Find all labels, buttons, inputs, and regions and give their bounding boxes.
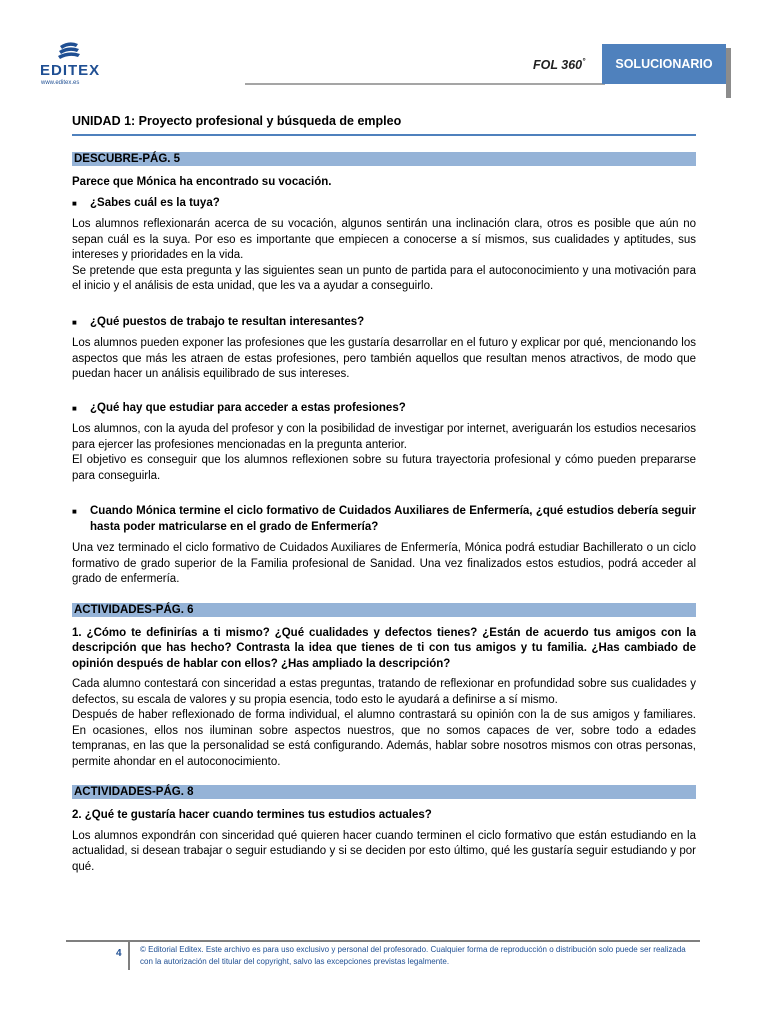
activity-answer-2: Los alumnos expondrán con sinceridad qué quieren hacer cuando terminen el ciclo formativo que están estudiando en la actualidad, si desean trabajar o seguir estudiando y si se deciden por esto último, qué les gustaría seguir estudiando y por qué.: [72, 829, 696, 873]
answer-3-paragraph: Los alumnos, con la ayuda del profesor y con la posibilidad de investigar por internet, averiguarán los estudios necesarios para ejercer las profesiones mencionadas en la pregunta anterior.: [72, 423, 696, 451]
bullet-icon: ■: [72, 317, 77, 327]
page-content: [72, 110, 696, 880]
activity-question-1: 1. ¿Cómo te definirías a ti mismo? ¿Qué cualidades y defectos tienes? ¿Están de acuerdo tus amigos con la descripción que has hecho? Contrasta la idea que tienes de ti con tus amigos y tu familia. ¿Has cambiado de opinión después de hablar con ellos? ¿Has ampliado la descripción?: [72, 626, 696, 670]
unit-title: UNIDAD 1: Proyecto profesional y búsqueda de empleo: [72, 110, 696, 136]
section-header-actividades-8: ACTIVIDADES-PÁG. 8: [72, 785, 696, 799]
question-2: ■ ¿Qué puestos de trabajo te resultan interesantes?: [72, 315, 696, 331]
page-header: [0, 0, 768, 105]
answer-3-paragraph: El objetivo es conseguir que los alumnos reflexionen sobre su futura trayectoria profesional y cómo pueden prepararse para conseguirla.: [72, 454, 696, 482]
page-footer: [66, 940, 700, 972]
question-4: ■ Cuando Mónica termine el ciclo formativo de Cuidados Auxiliares de Enfermería, ¿qué estudios debería seguir hasta poder matricularse en el grado de Enfermería?: [72, 504, 696, 535]
intro-text: Parece que Mónica ha encontrado su vocación.: [72, 176, 332, 188]
section-header-descubre: DESCUBRE-PÁG. 5: [72, 152, 696, 166]
bullet-icon: ■: [72, 198, 77, 208]
activity-answer-1-paragraph: Cada alumno contestará con sinceridad a estas preguntas, tratando de reflexionar en profundidad sobre sus cualidades y defectos, su escala de valores y su propia esencia, todo esto le ayudará a definirse a sí mismo.: [72, 678, 696, 706]
bullet-icon: ■: [72, 403, 77, 413]
page-number: 4: [116, 948, 122, 959]
answer-2: Los alumnos pueden exponer las profesiones que les gustaría desarrollar en el futuro y explicar por qué, mencionando los aspectos que más les atraen de estas profesiones, pero también aquellos que resultan menos atractivos, de modo que puedan hacer un análisis equilibrado de sus intereses.: [72, 337, 696, 380]
bullet-icon: ■: [72, 507, 77, 516]
header-rule: [245, 83, 605, 85]
answer-1-paragraph: Se pretende que esta pregunta y las siguientes sean un punto de partida para el autoconocimiento y una motivación para el inicio y el análisis de esta unidad, que les va a ayudar a conseguirlo.: [72, 264, 696, 292]
badge-shadow: [726, 48, 731, 98]
section-header-actividades-6: ACTIVIDADES-PÁG. 6: [72, 603, 696, 617]
answer-1-paragraph: Los alumnos reflexionarán acerca de su vocación, algunos sentirán una inclinación clara, otros es posible que aún no sepan cuál es la suya. Por eso es importante que empiecen a conocerse a sí mismos, sus cualidades y aptitudes, sus intereses y prioridades en la vida.: [72, 218, 696, 261]
product-name: FOL 360°: [533, 57, 586, 73]
activity-answer-1-paragraph: Después de haber reflexionado de forma individual, el alumno contrastará su opinión con la de sus amigos y familiares. En ocasiones, ellos nos iluminan sobre aspectos nuestros, que no somos capaces de ver, sobre todo a edades tempranas, en las que la personalidad se está configurando. Además, hablar sobre nosotros mismos con otras personas, permite ahondar en el autoconocimiento.: [72, 709, 696, 768]
footer-divider: [128, 942, 130, 970]
activity-question-2: 2. ¿Qué te gustaría hacer cuando termines tus estudios actuales?: [72, 809, 432, 821]
copyright-notice: © Editorial Editex. Este archivo es para uso exclusivo y personal del profesorado. Cualquier forma de reproducción o distribución solo puede ser realizada con la autorización del titular del copyright, salvo las excepciones previstas legalmente.: [140, 945, 686, 966]
question-3: ■ ¿Qué hay que estudiar para acceder a estas profesiones?: [72, 401, 696, 417]
solucionario-badge: SOLUCIONARIO: [602, 44, 726, 84]
editex-logo-icon: [56, 40, 82, 62]
logo-wordmark: EDITEX: [40, 62, 101, 79]
answer-4: Una vez terminado el ciclo formativo de Cuidados Auxiliares de Enfermería, Mónica podrá estudiar Bachillerato o un ciclo formativo de grado superior de la Familia profesional de Sanidad. Una vez finalizados estos estudios, podrá acceder al grado de enfermería.: [72, 542, 696, 585]
question-1: ■ ¿Sabes cuál es la tuya?: [72, 196, 696, 212]
editex-logo: [40, 40, 100, 90]
logo-url: www.editex.es: [41, 80, 80, 86]
